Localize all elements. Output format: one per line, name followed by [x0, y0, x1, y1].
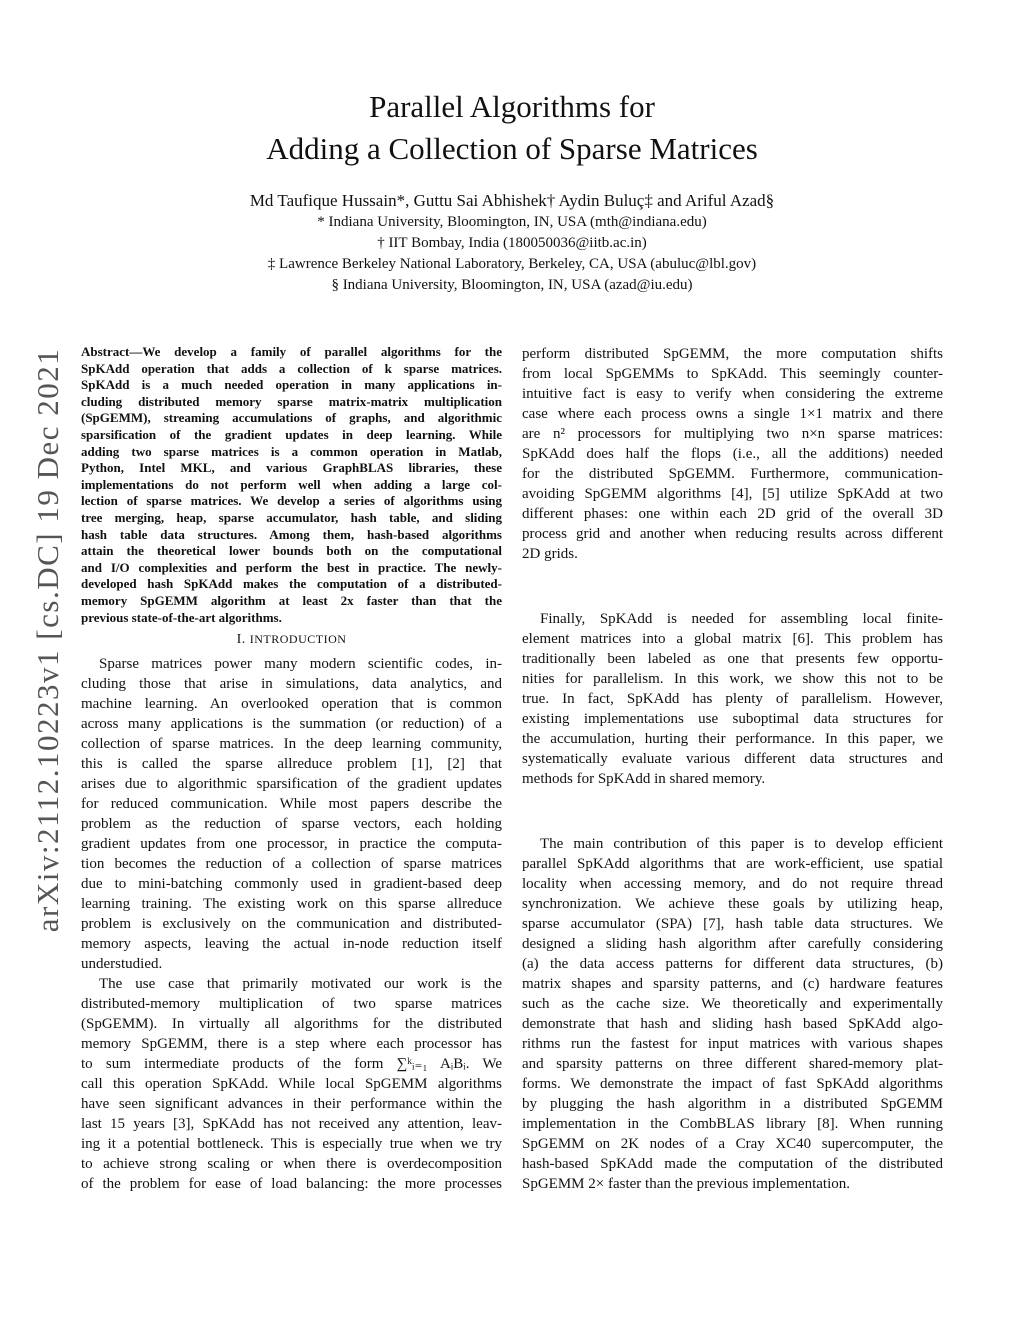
- abstract-line: implementations do not perform well when adding a large col-: [81, 476, 502, 492]
- text-line: memory aspects, leaving the actual in-node reduction itself: [81, 936, 502, 953]
- abstract-line: adding two sparse matrices is a common operation in Matlab,: [81, 443, 502, 459]
- text-line: locality when accessing memory, and do not require thread: [522, 876, 943, 892]
- text-line: collection of sparse matrices. In the deep learning community,: [81, 736, 502, 753]
- text-line: last 15 years [3], SpKAdd has not received any attention, leav-: [81, 1116, 502, 1133]
- text-line: nities for parallelism. In this work, we show this not to be: [522, 671, 943, 687]
- text-line: (SpGEMM). In virtually all algorithms for the distributed: [81, 1016, 502, 1033]
- abstract-line: SpKAdd operation that adds a collection of k sparse matrices.: [81, 360, 502, 376]
- text-line: gradient updates from one processor, in practice the computa-: [81, 836, 502, 853]
- text-line: Sparse matrices power many modern scientific codes, in-: [99, 656, 502, 673]
- intro-paragraph-4: [522, 609, 943, 789]
- text-line: 2D grids.: [522, 546, 578, 562]
- text-line: perform distributed SpGEMM, the more computation shifts: [522, 346, 943, 362]
- paragraph-gap: [522, 789, 943, 834]
- right-column: [522, 344, 943, 1194]
- text-line: SpGEMM on 2K nodes of a Cray XC40 supercomputer, the: [522, 1136, 943, 1152]
- abstract-line: Python, Intel MKL, and various GraphBLAS libraries, these: [81, 460, 502, 476]
- affiliation: ‡ Lawrence Berkeley National Laboratory, Berkeley, CA, USA (abuluc@lbl.gov): [267, 256, 757, 272]
- text-line: problem is exclusively on the communication and distributed-: [81, 916, 502, 933]
- intro-paragraph-1: [81, 654, 502, 974]
- text-line: problem as the reduction of sparse vectors, each holding: [81, 816, 502, 833]
- text-line: have seen significant advances in their performance within the: [81, 1096, 502, 1113]
- text-line: SpGEMM 2× faster than the previous implementation.: [522, 1176, 850, 1192]
- text-line: demonstrate that hash and sliding hash based SpKAdd algo-: [522, 1016, 943, 1032]
- author-list: Md Taufique Hussain*, Guttu Sai Abhishek† Aydin Buluç‡ and Ariful Azad§: [249, 191, 775, 210]
- text-line: for the distributed SpGEMM. Furthermore, communication-: [522, 466, 943, 482]
- left-column: [81, 344, 502, 1194]
- paper-title: [0, 86, 1024, 170]
- text-line: distributed-memory multiplication of two sparse matrices: [81, 996, 502, 1013]
- text-line: the accumulation, hurting their performance. In this paper, we: [522, 731, 943, 747]
- text-line: for reduced communication. While most papers describe the: [81, 796, 502, 813]
- affiliation: † IIT Bombay, India (180050036@iitb.ac.in): [377, 235, 647, 251]
- affiliation: § Indiana University, Bloomington, IN, USA (azad@iu.edu): [331, 277, 693, 293]
- intro-paragraph-5: [522, 834, 943, 1194]
- text-line: by plugging the hash algorithm in a distributed SpGEMM: [522, 1096, 943, 1112]
- text-line: are n² processors for multiplying two n×n sparse matrices:: [522, 426, 943, 442]
- abstract-line: cluding distributed memory sparse matrix-matrix multiplication: [81, 393, 502, 409]
- abstract-line: (SpGEMM), streaming accumulations of graphs, and algorithmic: [81, 410, 502, 426]
- abstract-line: developed hash SpKAdd makes the computation of a distributed-: [81, 576, 502, 592]
- text-line: SpKAdd does half the flops (i.e., all the additions) needed: [522, 446, 943, 462]
- text-line: arises due to algorithmic sparsification of the gradient updates: [81, 776, 502, 793]
- abstract-line: lection of sparse matrices. We develop a series of algorithms using: [81, 493, 502, 509]
- text-line: element matrices into a global matrix [6]. This problem has: [522, 631, 943, 647]
- text-line: machine learning. An overlooked operation that is common: [81, 696, 502, 713]
- text-line: rithms run the fastest for input matrices with various shapes: [522, 1036, 943, 1052]
- text-line: different phases: one within each 2D grid of the overall 3D: [522, 506, 943, 522]
- affiliation: * Indiana University, Bloomington, IN, USA (mth@indiana.edu): [317, 214, 707, 230]
- text-line: hash-based SpKAdd made the computation of the distributed: [522, 1156, 943, 1172]
- text-line: cluding those that arise in simulations, data analytics, and: [81, 676, 502, 693]
- section-numeral: I.: [236, 632, 246, 648]
- intro-paragraph-2: [81, 974, 502, 1194]
- text-line: due to mini-batching commonly used in gradient-based deep: [81, 876, 502, 893]
- abstract: [81, 344, 502, 626]
- paragraph-gap: [522, 564, 943, 609]
- text-line: of the problem for ease of load balancing: the more processes: [81, 1176, 502, 1193]
- abstract-line: Abstract—We develop a family of parallel algorithms for the: [81, 344, 502, 359]
- text-line: traditionally been labeled as one that presents few opportu-: [522, 651, 943, 667]
- text-line: to achieve strong scaling or when there is overdecomposition: [81, 1156, 502, 1173]
- intro-paragraph-3: [522, 344, 943, 564]
- text-line: existing implementations use suboptimal data structures for: [522, 711, 943, 727]
- section-heading: [81, 632, 502, 648]
- text-line: and sparsity patterns on three different shared-memory plat-: [522, 1056, 943, 1072]
- text-line: avoiding SpGEMM algorithms [4], [5] utilize SpKAdd at two: [522, 486, 943, 502]
- text-line: (a) the data access patterns for different data structures, (b): [522, 956, 943, 972]
- abstract-line: hash table data structures. Among them, hash-based algorithms: [81, 526, 502, 542]
- text-line: methods for SpKAdd in shared memory.: [522, 771, 766, 787]
- text-line: parallel SpKAdd algorithms that are work-efficient, use spatial: [522, 856, 943, 872]
- abstract-line: sparsification of the gradient updates in deep learning. While: [81, 426, 502, 442]
- abstract-line: previous state-of-the-art algorithms.: [81, 609, 282, 625]
- text-line: learning training. The existing work on this sparse allreduce: [81, 896, 502, 913]
- text-line: intuitive fact is easy to verify when considering the extreme: [522, 386, 943, 402]
- text-line: implementation in the CombBLAS library [8]. When running: [522, 1116, 943, 1132]
- text-line: across many applications is the summation (or reduction) of a: [81, 716, 502, 733]
- author-block: [0, 190, 1024, 296]
- text-line: memory SpGEMM, there is a step where each processor has: [81, 1036, 502, 1053]
- text-line: process grid and another when reducing results across different: [522, 526, 943, 542]
- text-line: to sum intermediate products of the form ∑ᵏᵢ₌₁ AᵢBᵢ. We: [81, 1056, 502, 1073]
- abstract-line: attain the theoretical lower bounds both on the computational: [81, 543, 502, 559]
- text-line: Finally, SpKAdd is needed for assembling local finite-: [540, 611, 943, 627]
- title-line-1: Parallel Algorithms for: [369, 89, 655, 124]
- text-line: case where each process owns a single 1×1 matrix and there: [522, 406, 943, 422]
- text-line: call this operation SpKAdd. While local SpGEMM algorithms: [81, 1076, 502, 1093]
- text-line: understudied.: [81, 956, 163, 973]
- abstract-line: and I/O complexities and perform the best in practice. The newly-: [81, 559, 502, 575]
- text-line: from local SpGEMMs to SpKAdd. This seemingly counter-: [522, 366, 943, 382]
- text-line: true. In fact, SpKAdd has plenty of parallelism. However,: [522, 691, 943, 707]
- text-line: this is called the sparse allreduce problem [1], [2] that: [81, 756, 502, 773]
- text-line: The main contribution of this paper is to develop efficient: [540, 836, 943, 852]
- text-line: matrix shapes and sparsity patterns, and (c) hardware features: [522, 976, 943, 992]
- text-line: designed a sliding hash algorithm after carefully considering: [522, 936, 943, 952]
- section-title: INTRODUCTION: [249, 632, 347, 647]
- text-line: systematically evaluate various different data structures and: [522, 751, 943, 767]
- arxiv-identifier: arXiv:2112.10223v1 [cs.DC] 19 Dec 2021: [30, 347, 65, 933]
- text-line: such as the cache size. We theoretically and experimentally: [522, 996, 943, 1012]
- text-line: sparse accumulator (SPA) [7], hash table data structures. We: [522, 916, 943, 932]
- text-line: forms. We demonstrate the impact of fast SpKAdd algorithms: [522, 1076, 943, 1092]
- text-line: ing it a potential bottleneck. This is especially true when we try: [81, 1136, 502, 1153]
- abstract-line: tree merging, heap, sparse accumulator, hash table, and sliding: [81, 509, 502, 525]
- abstract-line: memory SpGEMM algorithm at least 2x faster than that the: [81, 592, 502, 608]
- text-line: synchronization. We achieve these goals by utilizing heap,: [522, 896, 943, 912]
- title-line-2: Adding a Collection of Sparse Matrices: [266, 131, 758, 166]
- text-line: The use case that primarily motivated our work is the: [99, 976, 502, 993]
- abstract-line: SpKAdd is a much needed operation in many applications in-: [81, 377, 502, 393]
- text-line: tion becomes the reduction of a collection of sparse matrices: [81, 856, 502, 873]
